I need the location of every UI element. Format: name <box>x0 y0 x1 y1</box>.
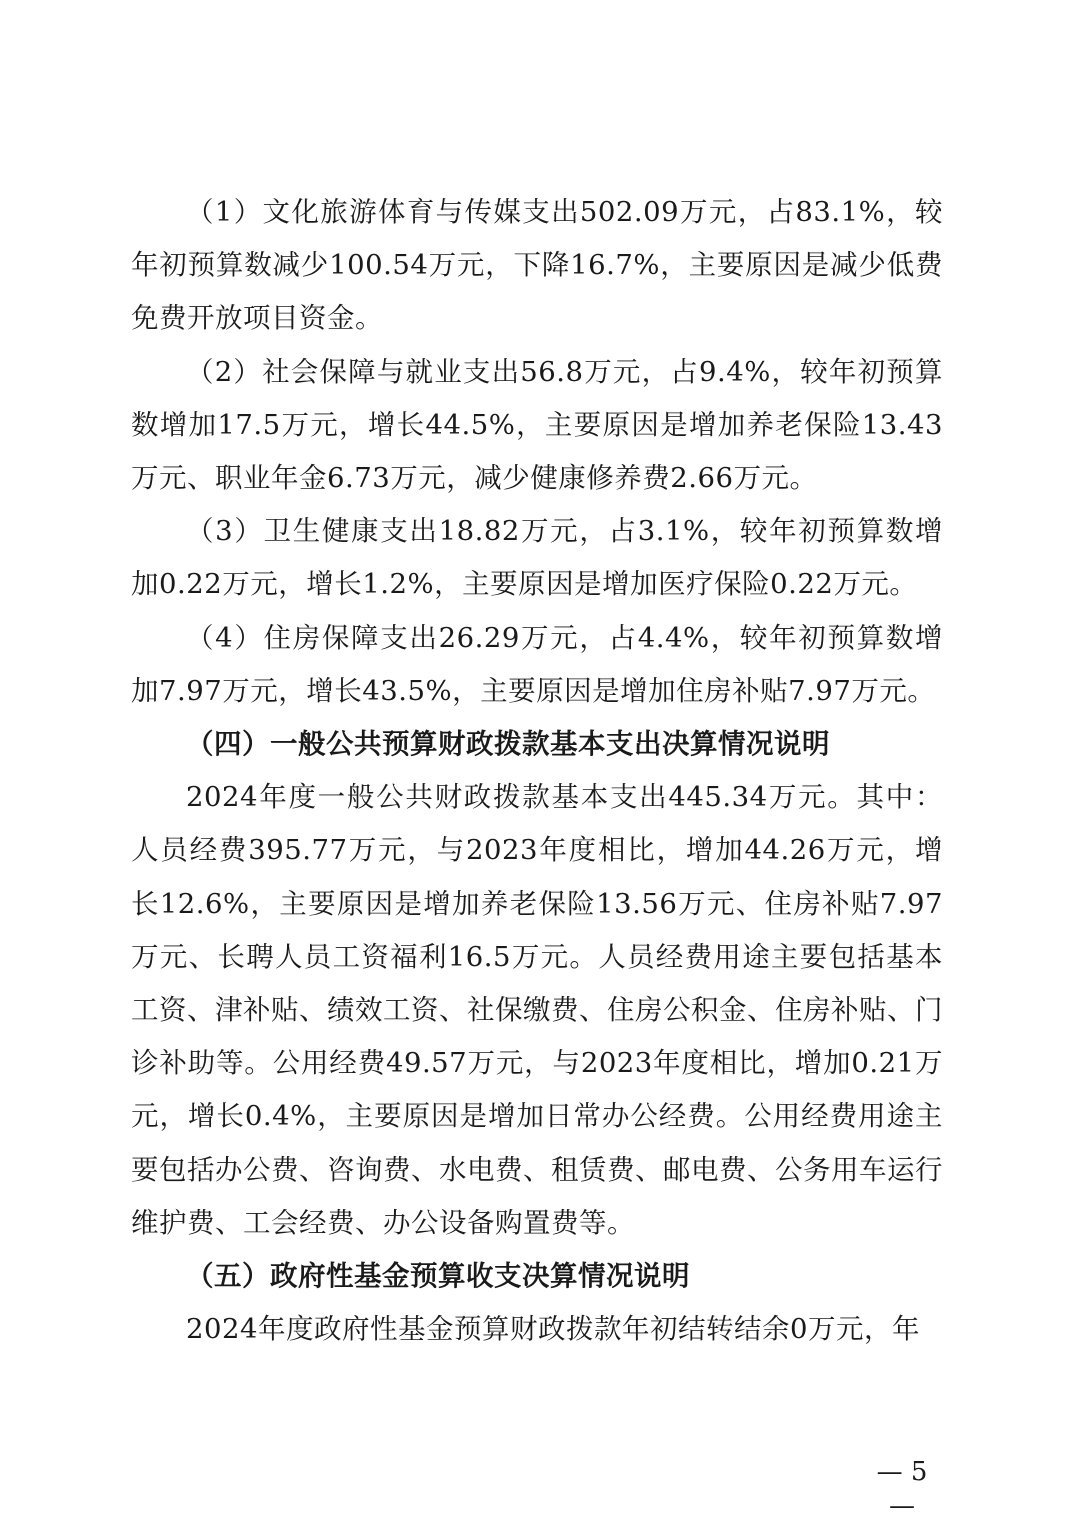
paragraph-culture-tourism-sports-media: （1）文化旅游体育与传媒支出502.09万元，占83.1%，较年初预算数减少100.54万元，下降16.7%，主要原因是减少低费免费开放项目资金。 <box>131 196 943 335</box>
document-body <box>131 186 943 1356</box>
paragraph-basic-expenditure: 2024年度一般公共财政拨款基本支出445.34万元。其中：人员经费395.77万元，与2023年度相比，增加44.26万元，增长12.6%，主要原因是增加养老保险13.56万元、住房补贴7.97万元、长聘人员工资福利16.5万元。人员经费用途主要包括基本工资、津补贴、绩效工资、社保缴费、住房公积金、住房补贴、门诊补助等。公用经费49.57万元，与2023年度相比，增加0.21万元，增长0.4%，主要原因是增加日常办公经费。公用经费用途主要包括办公费、咨询费、水电费、租赁费、邮电费、公务用车运行维护费、工会经费、办公设备购置费等。 <box>131 781 943 1239</box>
page-number: — 5 — <box>876 1457 928 1521</box>
paragraph-social-security-employment: （2）社会保障与就业支出56.8万元，占9.4%，较年初预算数增加17.5万元，增长44.5%，主要原因是增加养老保险13.43万元、职业年金6.73万元，减少健康修养费2.66万元。 <box>131 355 943 495</box>
paragraph-government-fund: 2024年度政府性基金预算财政拨款年初结转结余0万元，年 <box>186 1313 920 1346</box>
paragraph-housing: （4）住房保障支出26.29万元，占4.4%，较年初预算数增加7.97万元，增长43.5%，主要原因是增加住房补贴7.97万元。 <box>131 621 943 707</box>
section-heading-government-fund: （五）政府性基金预算收支决算情况说明 <box>186 1260 690 1293</box>
paragraph-health: （3）卫生健康支出18.82万元，占3.1%，较年初预算数增加0.22万元，增长1.2%，主要原因是增加医疗保险0.22万元。 <box>131 515 943 601</box>
section-heading-basic-expenditure: （四）一般公共预算财政拨款基本支出决算情况说明 <box>186 728 830 761</box>
